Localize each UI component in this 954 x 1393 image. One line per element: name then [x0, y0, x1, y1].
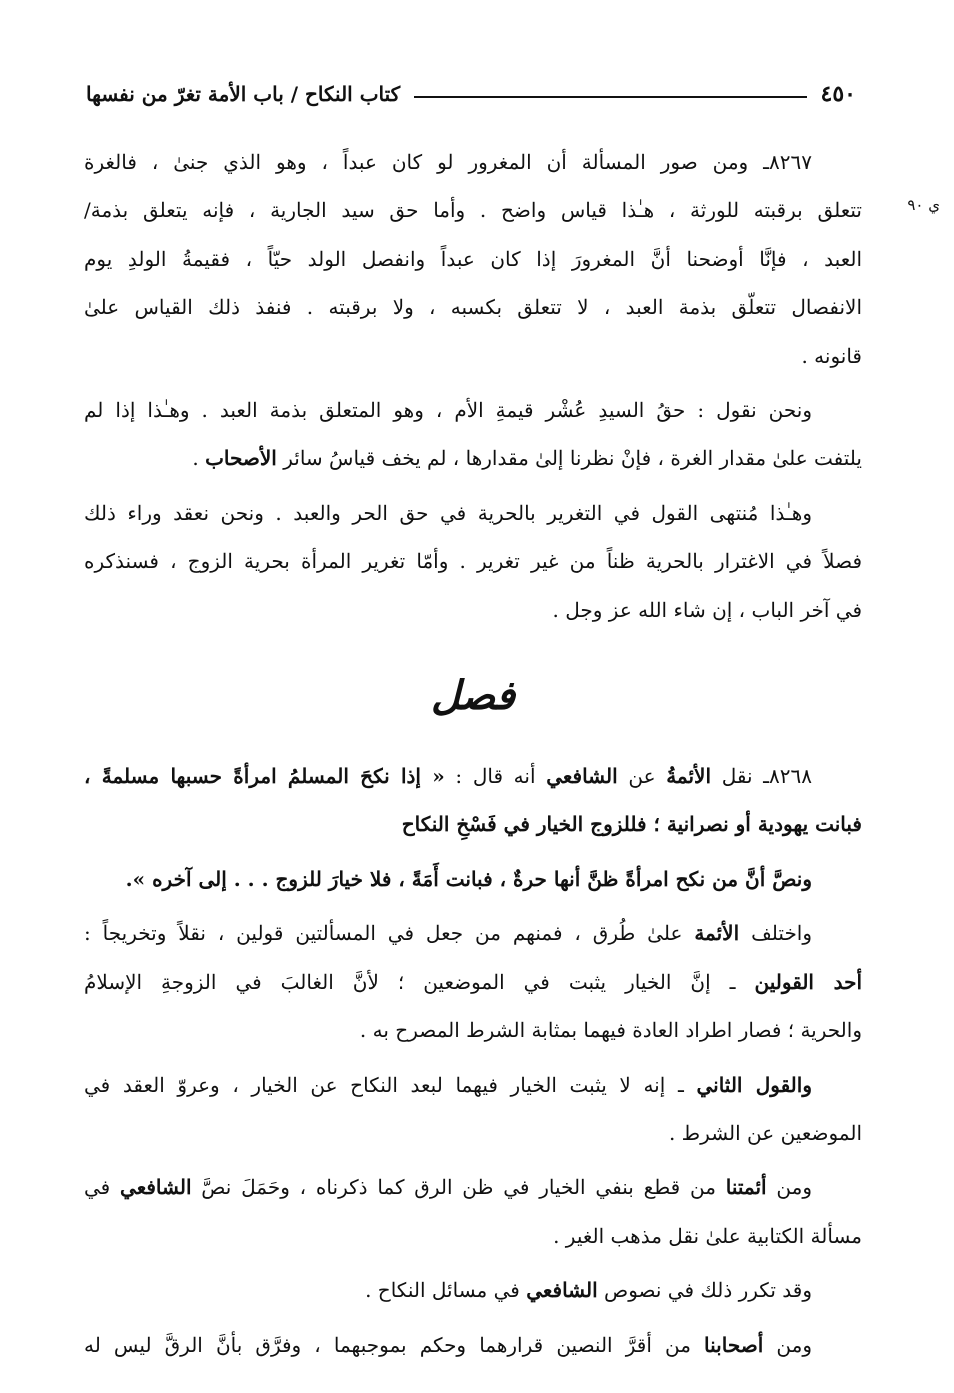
text-line: فصلاً في الاغترار بالحرية ظناً من غير تغرير . وأمّا تغرير المرأة بحرية الزوج ، فسنذكره: [84, 549, 862, 574]
text-run: أنه قال :: [455, 764, 536, 789]
bold-term: الأئمةُ: [666, 764, 712, 789]
running-header: [86, 76, 856, 112]
bold-term: أئمتنا: [725, 1175, 767, 1200]
text-run: وقد تكرر ذلك في نصوص: [604, 1278, 812, 1303]
text-line: مسألة الكتابية علىٰ نقل مذهب الغير .: [553, 1223, 862, 1248]
text-line: [84, 434, 862, 482]
text-line: قانونه .: [801, 343, 862, 368]
text-run: ومن: [776, 1332, 812, 1357]
paragraph: [84, 1321, 862, 1369]
bold-term: الأصحاب: [205, 446, 277, 471]
paragraph: [84, 1061, 862, 1158]
paragraph-8268: [84, 752, 862, 849]
page-number: ٤٥٠: [820, 81, 856, 107]
text-run: ـ إنه لا يثبت الخيار فيهما لبعد النكاح عن الخيار ، وعروّ العقد في: [84, 1072, 684, 1097]
text-run: علىٰ طُرق ، فمنهم من جعل في المسألتين قولين ، نقلاً وتخريجاً :: [84, 921, 683, 946]
text-run: في: [84, 1175, 111, 1200]
text-run: .: [192, 446, 199, 471]
paragraph-8267: [84, 138, 862, 380]
paragraph: [84, 1163, 862, 1260]
paragraph: [84, 909, 862, 1054]
margin-reference: ي ٩٠: [907, 196, 940, 214]
bold-term: والقول الثاني: [696, 1072, 812, 1097]
text-line: [84, 909, 862, 957]
header-title: كتاب النكاح / باب الأمة تغرّ من نفسها: [86, 82, 401, 106]
text-line: الموضعين عن الشرط .: [668, 1120, 862, 1145]
text-line: الانفصال تتعلّق بذمة العبد ، لا تتعلق بكسبه ، ولا برقبته . فنفذ ذلك القياس علىٰ: [84, 295, 862, 320]
text-line: العبد ، فإنَّا أوضحنا أنَّ المغرورَ إذا كان عبداً وانفصل الولد حيّاً ، فقيمةُ الولدِ يوم: [84, 246, 863, 271]
text-line: [84, 958, 862, 1006]
paragraph: [84, 855, 862, 903]
quoted-text: ونصَّ أنَّ من نكح امرأةً ظنَّ أنها حرةٌ ، فبانت أَمَةً ، فلا خيارَ للزوج . . . إلى آخره ».: [125, 866, 812, 891]
text-line: تتعلق برقبته للورثة ، هـٰذا قياس واضح . وأما حق سيد الجارية ، فإنه يتعلق بذمة/: [84, 198, 862, 223]
text-line: ٨٢٦٧ـ ومن صور المسألة أن المغرور لو كان عبداً ، وهو الذي جنىٰ ، فالغرة: [84, 150, 812, 174]
section-heading: [84, 640, 862, 752]
text-line: [84, 1321, 862, 1369]
text-run: يلتفت علىٰ مقدار الغرة ، فإنْ نظرنا إلىٰ مقدارها ، لم يخف قياسُ سائر: [283, 446, 862, 471]
text-run: من قطع بنفي الخيار في ظن الرق كما ذكرناه ، وحَمَلَ نصَّ: [201, 1175, 716, 1200]
text-line: [84, 1266, 862, 1314]
section-heading-ornament: فصل: [430, 671, 516, 719]
text-run: من أقرَّ النصين قرارهما وحكم بموجبهما ، وفرَّق بأنَّ الرقَّ ليس له: [84, 1332, 691, 1357]
text-run: واختلف: [751, 921, 813, 946]
text-line: ونحن نقول : حقُ السيدِ عُشْر قيمةِ الأم ، وهو المتعلق بذمة العبد . وهـٰذا إذا لم: [84, 398, 812, 423]
text-line: [84, 752, 862, 800]
quoted-text: فبانت يهودية أو نصرانية ؛ فللزوج الخيار في فَسْخِ النكاح: [401, 812, 862, 837]
text-line: [84, 1163, 862, 1211]
bold-term: الشافعي: [120, 1175, 192, 1200]
header-rule: [414, 96, 806, 98]
paragraph: [84, 1266, 862, 1314]
paragraph: [84, 386, 862, 483]
text-run: ومن: [776, 1175, 812, 1200]
bold-term: أحد القولين: [754, 969, 862, 994]
bold-term: أصحابنا: [704, 1332, 764, 1357]
quoted-text: « إذا نكحَ المسلمُ امرأةً حسبها مسلمةً ،: [84, 764, 445, 789]
bold-term: الشافعي: [546, 764, 618, 789]
text-run: عن: [628, 764, 656, 789]
text-run: ٨٢٦٨ـ نقل: [721, 764, 813, 789]
text-run: ـ إنَّ الخيار يثبت في الموضعين ؛ لأنَّ الغالبَ في الزوجةِ الإسلامُ: [84, 969, 736, 994]
text-line: والحرية ؛ فصار اطراد العادة فيهما بمثابة الشرط المصرح به .: [359, 1018, 862, 1043]
text-line: وهـٰذا مُنتهى القول في التغرير بالحرية في حق الحر والعبد . ونحن نعقد وراء ذلك: [84, 500, 812, 525]
paragraph: [84, 489, 862, 634]
page-body: [84, 138, 862, 1375]
bold-term: الأئمة: [694, 921, 740, 946]
text-line: في آخر الباب ، إن شاء الله عز وجل .: [552, 597, 862, 622]
text-run: في مسائل النكاح .: [365, 1278, 520, 1303]
text-line: [84, 1061, 862, 1109]
bold-term: الشافعي: [526, 1278, 598, 1303]
